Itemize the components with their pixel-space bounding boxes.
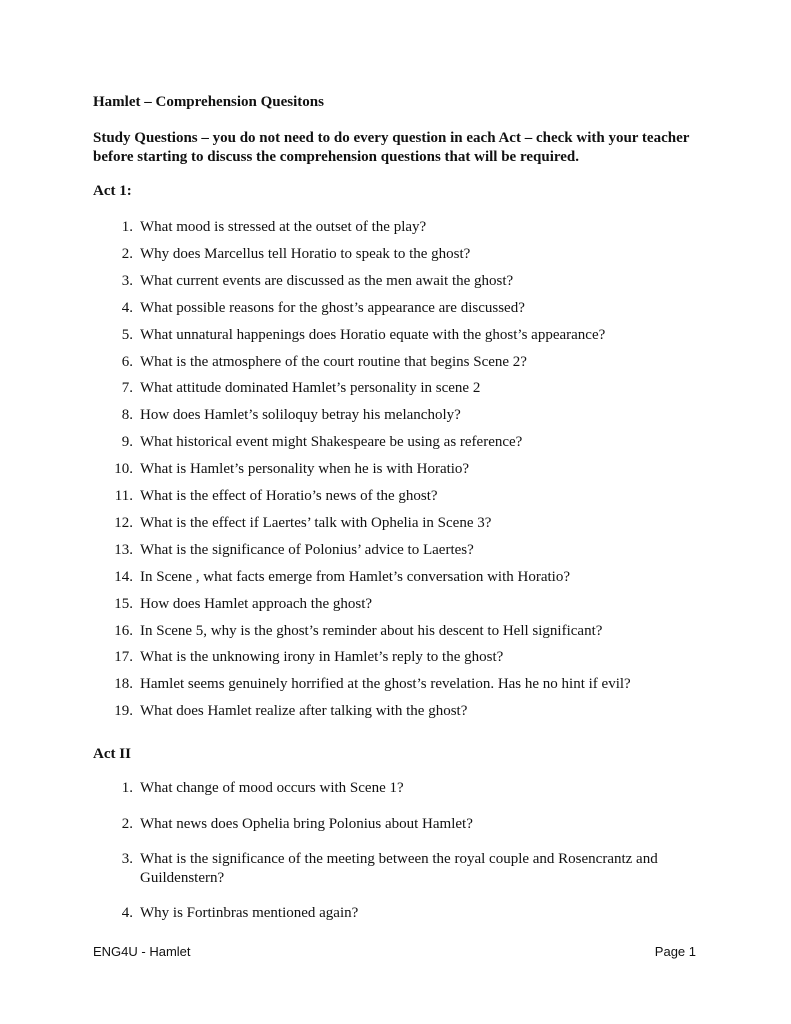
question-text: How does Hamlet approach the ghost? — [140, 595, 373, 612]
question-text: What is the unknowing irony in Hamlet’s reply to the ghost? — [140, 649, 504, 666]
question-text: What is the effect if Laertes’ talk with Ophelia in Scene 3? — [140, 514, 492, 531]
question-text: What possible reasons for the ghost’s appearance are discussed? — [140, 299, 525, 316]
question-number: 3. — [121, 851, 133, 867]
question-text: What is the significance of Polonius’ advice to Laertes? — [140, 541, 474, 558]
question-number: 11. — [114, 488, 133, 504]
footer-course-label: ENG4U - Hamlet — [93, 944, 191, 959]
question-number: 10. — [114, 461, 133, 478]
question-number: 17. — [114, 649, 133, 666]
question-number: 2. — [121, 816, 133, 832]
question-text: What change of mood occurs with Scene 1? — [140, 780, 404, 796]
question-number: 9. — [121, 434, 133, 451]
question-number: 12. — [114, 514, 133, 531]
question-text: What current events are discussed as the men await the ghost? — [140, 272, 514, 289]
instructions-text: Study Questions – you do not need to do every question in each Act – check with your teacher before starting to discuss the comprehension questions that will be required. — [93, 130, 690, 165]
question-text: What unnatural happenings does Horatio equate with the ghost’s appearance? — [140, 326, 606, 343]
question-number: 7. — [121, 380, 133, 397]
question-text: What is the atmosphere of the court routine that begins Scene 2? — [140, 353, 527, 370]
question-number: 5. — [121, 326, 133, 343]
question-number: 1. — [121, 780, 133, 796]
question-text: What is the effect of Horatio’s news of the ghost? — [140, 488, 438, 504]
question-number: 2. — [121, 245, 133, 262]
question-text: Why is Fortinbras mentioned again? — [140, 905, 359, 921]
act1-heading: Act 1: — [93, 183, 132, 199]
question-number: 6. — [121, 353, 133, 370]
question-text: What historical event might Shakespeare be using as reference? — [140, 434, 523, 451]
question-text: Hamlet seems genuinely horrified at the ghost’s revelation. Has he no hint if evil? — [140, 676, 631, 693]
act2-heading: Act II — [93, 746, 131, 762]
question-number: 8. — [121, 407, 133, 424]
question-number: 16. — [114, 622, 133, 639]
question-number: 14. — [114, 568, 133, 585]
question-number: 4. — [121, 905, 133, 921]
question-number: 4. — [121, 299, 133, 316]
document-title: Hamlet – Comprehension Quesitons — [93, 94, 324, 110]
question-text: How does Hamlet’s soliloquy betray his melancholy? — [140, 407, 461, 424]
question-number: 13. — [114, 541, 133, 558]
question-number: 19. — [114, 703, 133, 720]
question-text: Why does Marcellus tell Horatio to speak to the ghost? — [140, 245, 471, 262]
question-number: 18. — [114, 676, 133, 693]
question-text: In Scene 5, why is the ghost’s reminder about his descent to Hell significant? — [140, 622, 603, 639]
question-number: 3. — [121, 272, 133, 289]
footer-page-number: Page 1 — [654, 944, 696, 959]
question-text: In Scene , what facts emerge from Hamlet’s conversation with Horatio? — [140, 568, 570, 585]
question-text: What news does Ophelia bring Polonius about Hamlet? — [140, 816, 473, 832]
question-text: What is the significance of the meeting between the royal couple and Rosencrantz and Guildenstern? — [140, 851, 658, 886]
question-text: What is Hamlet’s personality when he is with Horatio? — [140, 461, 470, 478]
question-text: What mood is stressed at the outset of the play? — [140, 219, 427, 235]
question-text: What attitude dominated Hamlet’s personality in scene 2 — [140, 380, 481, 397]
question-number: 1. — [121, 219, 133, 235]
question-number: 15. — [114, 595, 133, 612]
question-text: What does Hamlet realize after talking with the ghost? — [140, 703, 468, 720]
